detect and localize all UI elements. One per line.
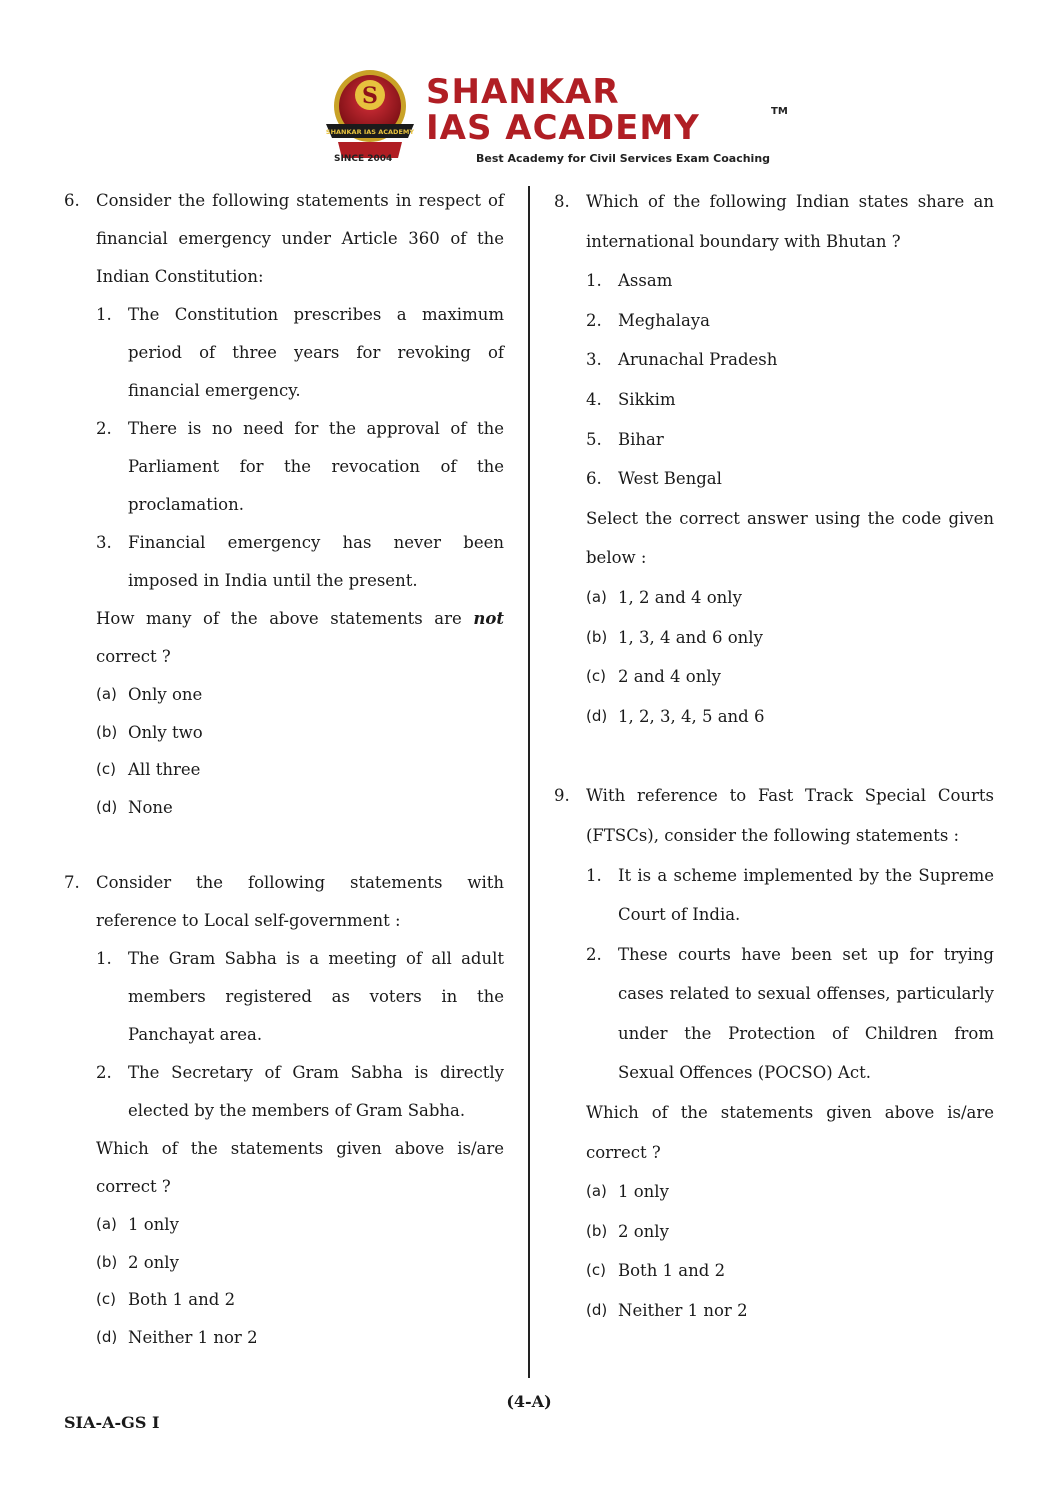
answer-option[interactable] (586, 618, 994, 658)
statement-text: These courts have been set up for trying cases related to sexual offenses, particularly under the Protection of Children from Sexual Offences (POCSO) Act. (618, 944, 994, 1083)
statement-text: There is no need for the approval of the Parliament for the revocation of the proclamation. (128, 419, 504, 514)
svg-text:SHANKAR IAS ACADEMY: SHANKAR IAS ACADEMY (325, 128, 415, 136)
statement-text: Meghalaya (618, 310, 710, 330)
question-prompt (96, 600, 504, 676)
answer-option[interactable] (586, 697, 994, 737)
answer-option[interactable] (586, 1251, 994, 1291)
option-label: (b) (586, 627, 608, 646)
option-label: (d) (96, 1327, 118, 1346)
answer-option[interactable] (96, 714, 504, 752)
column-divider (528, 186, 530, 1378)
statement-number: 2. (586, 944, 602, 964)
option-label: (a) (96, 1215, 117, 1233)
answer-option[interactable] (96, 676, 504, 714)
option-text: Neither 1 nor 2 (128, 1327, 258, 1347)
option-label: (c) (96, 760, 116, 778)
prompt-text: correct ? (96, 647, 171, 666)
statement-text: Bihar (618, 429, 664, 449)
brand-name-line2: IAS ACADEMY (426, 108, 700, 148)
statement-text: Financial emergency has never been imposed in India until the present. (128, 533, 504, 590)
question-prompt: Which of the statements given above is/are correct ? (96, 1139, 504, 1196)
statement-text: Assam (618, 271, 673, 291)
statement-text: The Gram Sabha is a meeting of all adult members registered as voters in the Panchayat area. (128, 949, 504, 1044)
statement-number: 3. (586, 350, 602, 370)
question-number: 8. (554, 192, 570, 211)
page-number: (4-A) (506, 1392, 552, 1411)
question-prompt: Which of the statements given above is/are correct ? (586, 1103, 994, 1162)
option-label: (c) (96, 1290, 116, 1308)
svg-text:S: S (362, 83, 378, 109)
answer-option[interactable] (586, 1172, 994, 1212)
paper-code: SIA-A-GS I (64, 1413, 160, 1432)
since-label: SINCE 2004 (334, 154, 393, 164)
question-9 (554, 776, 994, 1330)
option-text: 2 only (618, 1221, 669, 1241)
option-text: 2 only (128, 1252, 179, 1272)
statement (96, 524, 504, 600)
statement-text: The Secretary of Gram Sabha is directly elected by the members of Gram Sabha. (128, 1063, 504, 1120)
question-number: 6. (64, 191, 80, 210)
option-text: Neither 1 nor 2 (618, 1301, 748, 1321)
brand-name-line1: SHANKAR (426, 72, 620, 112)
option-text: Only one (128, 685, 203, 704)
question-stem: Consider the following statements in respect of financial emergency under Article 360 of the Indian Constitution: (96, 191, 504, 286)
statement (586, 301, 994, 341)
trademark-symbol: TM (771, 106, 788, 117)
statement (586, 340, 994, 380)
option-label: (b) (96, 1252, 118, 1271)
option-label: (d) (586, 706, 608, 725)
option-label: (c) (586, 1261, 606, 1280)
statement-number: 1. (96, 305, 112, 324)
statement (96, 940, 504, 1054)
option-label: (b) (96, 722, 118, 741)
statement-number: 2. (586, 310, 602, 330)
question-7 (64, 864, 504, 1356)
question-stem: Which of the following Indian states share an international boundary with Bhutan ? (586, 192, 994, 251)
option-text: 1 only (128, 1215, 179, 1234)
answer-option[interactable] (586, 1212, 994, 1252)
option-text: Both 1 and 2 (128, 1290, 236, 1309)
option-label: (d) (586, 1301, 608, 1320)
left-column (64, 182, 504, 1356)
right-column (554, 182, 994, 1331)
question-stem: With reference to Fast Track Special Courts (FTSCs), consider the following statements : (586, 786, 994, 845)
option-label: (b) (586, 1221, 608, 1240)
statement-text: The Constitution prescribes a maximum period of three years for revoking of financial emergency. (128, 305, 504, 400)
option-text: 2 and 4 only (618, 667, 721, 687)
option-label: (d) (96, 797, 118, 816)
statement-number: 3. (96, 533, 112, 552)
statement-number: 1. (586, 271, 602, 291)
option-text: 1 only (618, 1182, 669, 1202)
academy-logo (322, 62, 792, 172)
answer-option[interactable] (96, 751, 504, 789)
statement-text: West Bengal (618, 469, 722, 489)
statement-number: 6. (586, 469, 602, 489)
answer-option[interactable] (96, 1319, 504, 1357)
option-label: (a) (586, 587, 607, 606)
option-text: Only two (128, 722, 203, 742)
option-text: 1, 2 and 4 only (618, 587, 742, 607)
statement-number: 1. (96, 949, 112, 968)
statement (586, 420, 994, 460)
statement-number: 1. (586, 865, 602, 885)
option-text: 1, 2, 3, 4, 5 and 6 (618, 706, 765, 726)
option-text: All three (128, 760, 201, 779)
question-6 (64, 182, 504, 826)
statement (586, 459, 994, 499)
prompt-text: How many of the above statements are (96, 609, 462, 628)
statement (96, 410, 504, 524)
statement-text: Arunachal Pradesh (618, 350, 778, 370)
statement-number: 4. (586, 389, 602, 409)
statement-number: 2. (96, 1063, 112, 1082)
statement (96, 1054, 504, 1130)
answer-option[interactable] (96, 1281, 504, 1319)
answer-option[interactable] (96, 1206, 504, 1244)
statement (586, 935, 994, 1093)
option-text: None (128, 797, 173, 817)
answer-option[interactable] (96, 789, 504, 827)
statement-number: 5. (586, 429, 602, 449)
statement (586, 380, 994, 420)
option-label: (c) (586, 667, 606, 686)
option-text: Both 1 and 2 (618, 1261, 726, 1281)
option-text: 1, 3, 4 and 6 only (618, 627, 763, 647)
answer-option[interactable] (586, 578, 994, 618)
answer-option[interactable] (586, 657, 994, 697)
statement-text: Sikkim (618, 389, 676, 409)
question-8 (554, 182, 994, 736)
question-number: 7. (64, 873, 80, 892)
option-label: (a) (586, 1182, 607, 1201)
brand-tagline: Best Academy for Civil Services Exam Coaching (476, 152, 771, 165)
statement-number: 2. (96, 419, 112, 438)
question-prompt: Select the correct answer using the code given below : (586, 508, 994, 568)
prompt-emphasis: not (473, 609, 504, 628)
answer-option[interactable] (96, 1244, 504, 1282)
option-label: (a) (96, 685, 117, 703)
statement (586, 856, 994, 935)
question-number: 9. (554, 786, 570, 806)
question-stem: Consider the following statements with reference to Local self-government : (96, 873, 504, 930)
statement-text: It is a scheme implemented by the Supreme Court of India. (618, 865, 994, 925)
statement (586, 261, 994, 301)
statement (96, 296, 504, 410)
answer-option[interactable] (586, 1291, 994, 1331)
